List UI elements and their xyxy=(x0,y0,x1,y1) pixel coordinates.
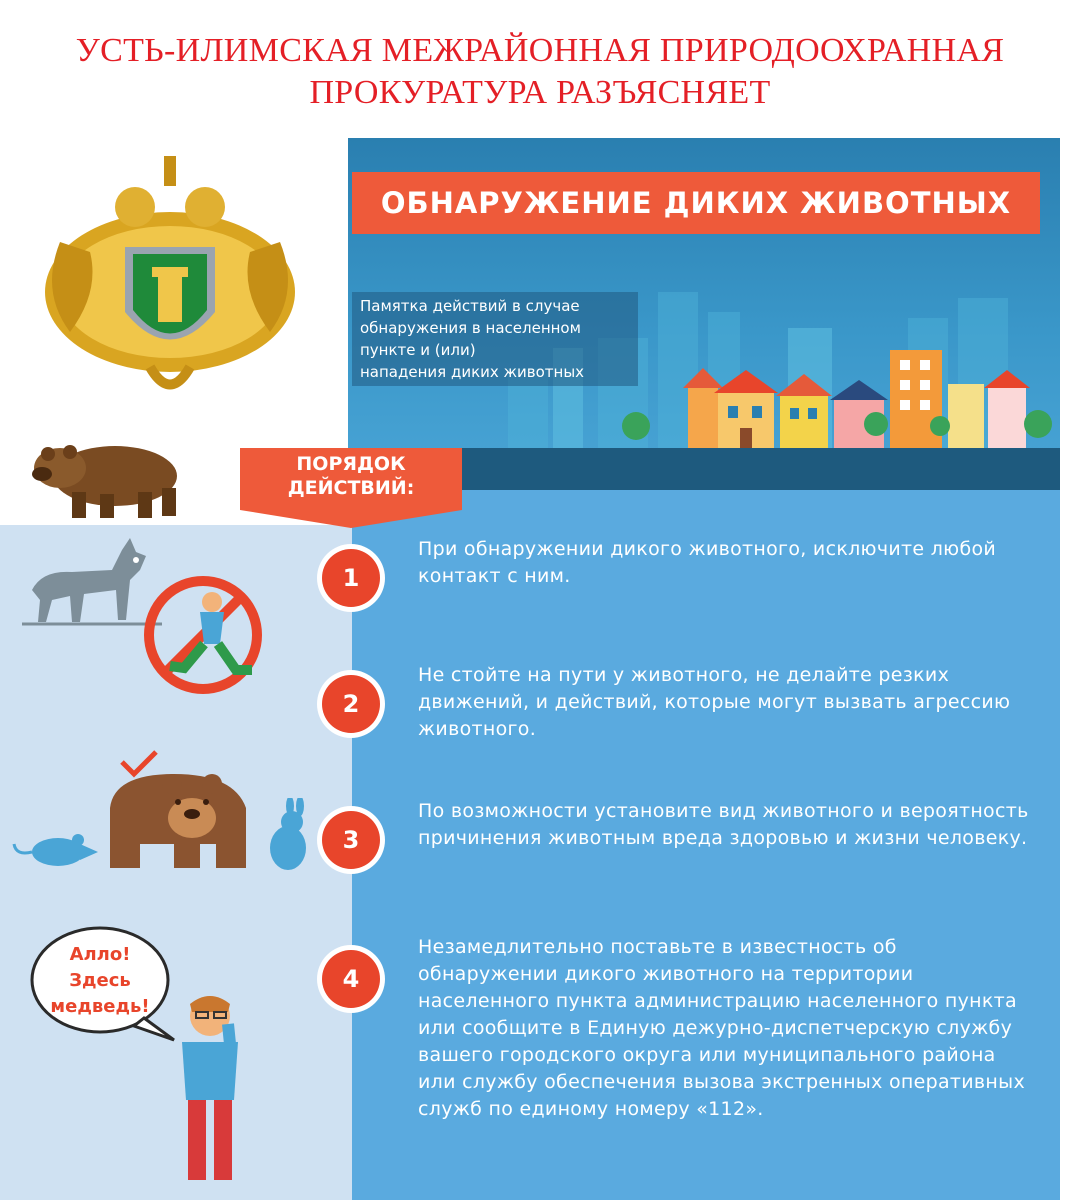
header-line-1: УСТЬ-ИЛИМСКАЯ МЕЖРАЙОННАЯ ПРИРОДООХРАННАЯ xyxy=(75,32,1005,69)
rat-icon xyxy=(12,826,98,872)
memo-line-2: обнаружения в населенном пункте и (или) xyxy=(360,319,581,359)
step-3-text: По возможности установите вид животного и вероятность причинения животным вреда здоровью и жизни человеку. xyxy=(418,800,1029,849)
main-title: ОБНАРУЖЕНИЕ ДИКИХ ЖИВОТНЫХ xyxy=(352,172,1040,234)
step-4-text: Незамедлительно поставьте в известность об обнаружении дикого животного на территории населенного пункта администрацию населенного пункта или сообщите в Единую дежурно-диспетчерскую службу вашего городского округа или муниципального района или службу обеспечения вызова экстренных оперативных служб по единому номеру «112». xyxy=(418,936,1026,1120)
memo-line-3: нападения диких животных xyxy=(360,363,585,381)
rabbit-icon xyxy=(258,798,316,872)
memo-line-1: Памятка действий в случае xyxy=(360,297,580,315)
speech-line-3: медведь! xyxy=(50,996,150,1017)
speech-line-1: Алло! xyxy=(69,944,131,965)
no-running-icon xyxy=(140,572,266,698)
man-phone-icon xyxy=(170,990,250,1190)
step-1-text: При обнаружении дикого животного, исключите любой контакт с ним. xyxy=(418,538,997,587)
order-line-1: ПОРЯДОК xyxy=(296,453,406,475)
speech-line-2: Здесь xyxy=(69,970,131,991)
step-2-text: Не стойте на пути у животного, не делайте резких движений, и действий, которые могут вызвать агрессию животного. xyxy=(418,664,1011,740)
page-header xyxy=(0,30,1080,114)
step-3-number: 3 xyxy=(322,811,380,869)
step-1-number: 1 xyxy=(322,549,380,607)
step-2-number: 2 xyxy=(322,675,380,733)
header-line-2: ПРОКУРАТУРА РАЗЪЯСНЯЕТ xyxy=(309,74,771,111)
step-4-number: 4 xyxy=(322,950,380,1008)
memo-caption xyxy=(352,292,638,386)
order-line-2: ДЕЙСТВИЙ: xyxy=(287,477,415,499)
bear-photo xyxy=(20,426,200,522)
bear-icon xyxy=(104,768,252,872)
speech-bubble-text xyxy=(35,942,165,1020)
prosecutor-emblem-icon xyxy=(30,152,310,412)
order-tab-label xyxy=(240,452,462,500)
